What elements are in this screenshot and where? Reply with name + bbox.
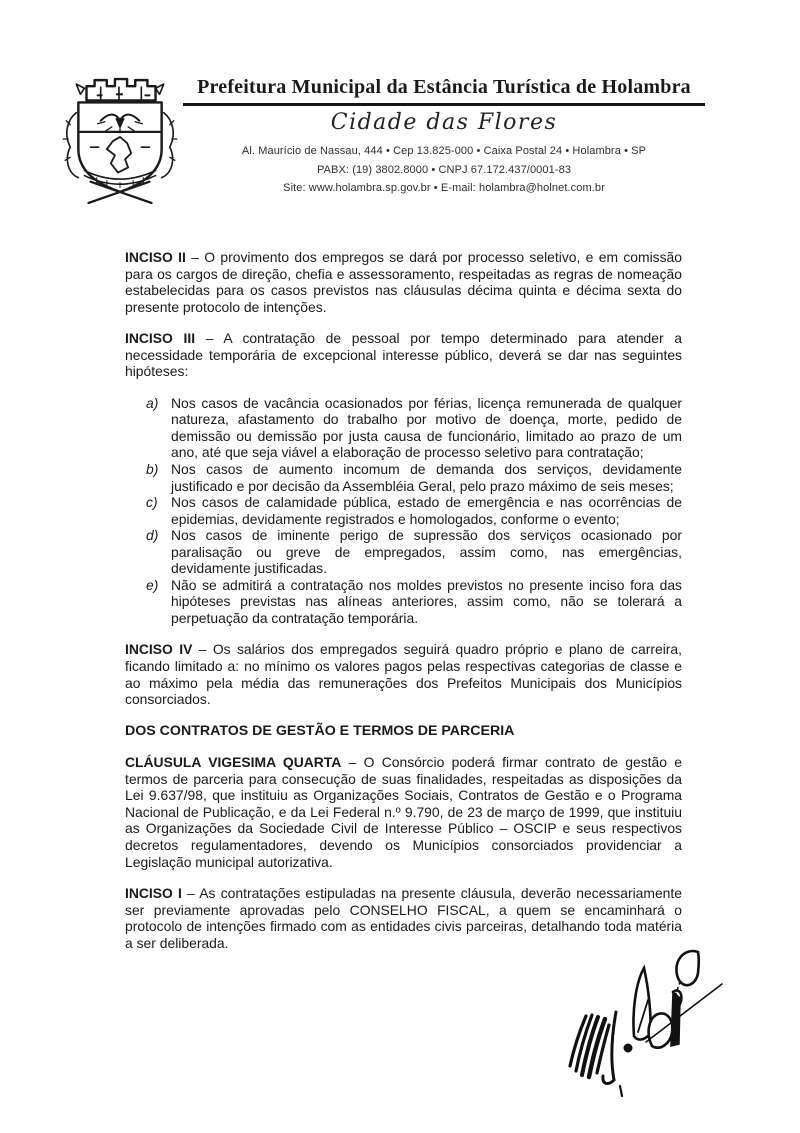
list-text-c: Nos casos de calamidade pública, estado de emergência e nas ocorrências de epidemias, devidamente registrados e homologados, conforme o evento; (171, 494, 682, 527)
section-heading: DOS CONTRATOS DE GESTÃO E TERMOS DE PARCERIA (125, 722, 515, 739)
list-text-a: Nos casos de vacância ocasionados por férias, licença remunerada de qualquer natureza, afastamento do trabalho por motivo de doença, morte, pedido de demissão ou demissão por justa causa de funcionário, limitado ao prazo de um ano, até que seja viável a elaboração de processo seletivo para contratação; (171, 394, 682, 461)
inciso-iii-label: INCISO III (125, 330, 196, 347)
clausula-24-label: CLÁUSULA VIGESIMA QUARTA (125, 754, 342, 771)
list-item-c (146, 494, 682, 527)
organization-title: Prefeitura Municipal da Estância Turística de Holambra (197, 76, 691, 98)
list-marker-b: b) (146, 461, 159, 478)
list-item-e (146, 577, 682, 627)
inciso-ii-label: INCISO II (125, 249, 186, 265)
list-item-d (146, 527, 682, 577)
letterhead (183, 76, 705, 198)
title-divider (183, 103, 705, 106)
clausula-24-text: – O Consórcio poderá firmar contrato de gestão e termos de parceria para consecução de suas finalidades, respeitadas as disposições da Lei 9.637/98, que instituiu as Organizações Sociais, Contratos de Gestão e o Programa Nacional de Publicação, e da Lei Federal n.º 9.790, de 23 de março de 1999, que instituiu as Organizações da Sociedade Civil de Interesse Público – OSCIP e seus respectivos decretos regulamentadores, devendo os Municípios consorciados providenciar a Legislação municipal autorizativa. (125, 754, 682, 870)
paragraph-inciso-iii (125, 330, 682, 380)
list-marker-c: c) (146, 494, 158, 511)
list-item-b (146, 461, 682, 494)
coat-of-arms-icon (56, 74, 184, 204)
inciso-iv-label: INCISO IV (125, 641, 193, 658)
inciso-i-label: INCISO I (125, 885, 182, 902)
list-marker-d: d) (146, 527, 159, 544)
hypotheses-list (125, 395, 682, 627)
paragraph-clausula-24 (125, 754, 682, 870)
list-text-d: Nos casos de iminente perigo de supressão dos serviços ocasionado por paralisação ou greve de empregados, assim como, nas emergências, devidamente justificadas. (171, 527, 682, 577)
paragraph-inciso-iv (125, 641, 682, 707)
list-marker-e: e) (146, 576, 159, 593)
inciso-iii-text: – A contratação de pessoal por tempo determinado para atender a necessidade temporária de excepcional interesse público, deverá se dar nas seguintes hipóteses: (125, 330, 682, 380)
list-text-e: Não se admitirá a contratação nos moldes previstos no presente inciso fora das hipóteses previstas nas alíneas anteriores, assim como, não se tolerará a perpetuação da contratação temporária. (171, 576, 682, 626)
inciso-ii-text: – O provimento dos empregos se dará por processo seletivo, e em comissão para os cargos de direção, chefia e assessoramento, respeitadas as regras de nomeação estabelecidas para os casos previstos nas cláusulas décima quinta e décima sexta do presente protocolo de intenções. (125, 249, 683, 315)
list-marker-a: a) (146, 394, 159, 411)
site-email-line: Site: www.holambra.sp.gov.br • E-mail: holambra@holnet.com.br (283, 182, 605, 194)
inciso-iv-text: – Os salários dos empregados seguirá quadro próprio e plano de carreira, ficando limitado a: no mínimo os valores pagos pelas respectivas categorias de classe e ao máximo pela média das remunerações dos Prefeitos Municipais dos Municípios consorciados. (125, 641, 682, 708)
phone-cnpj-line: PABX: (19) 3802.8000 • CNPJ 67.172.437/0001-83 (316, 163, 572, 176)
document-body (125, 249, 682, 966)
list-item-a (146, 395, 682, 461)
inciso-i-text: – As contratações estipuladas na presente cláusula, deverão necessariamente ser previamente aprovadas pelo CONSELHO FISCAL, a quem se encaminhará o protocolo de intenções firmado com as entidades civis parceiras, detalhando toda matéria a ser deliberada. (125, 885, 682, 951)
paragraph-inciso-ii (125, 249, 682, 315)
address-line: Al. Maurício de Nassau, 444 • Cep 13.825-000 • Caixa Postal 24 • Holambra • SP (241, 145, 647, 157)
signature-scribble-icon (558, 938, 798, 1103)
list-text-b: Nos casos de aumento incomum de demanda dos serviços, devidamente justificado e por decisão da Assembléia Geral, pelo prazo máximo de seis meses; (171, 461, 682, 494)
city-motto: Cidade das Flores (330, 110, 558, 135)
